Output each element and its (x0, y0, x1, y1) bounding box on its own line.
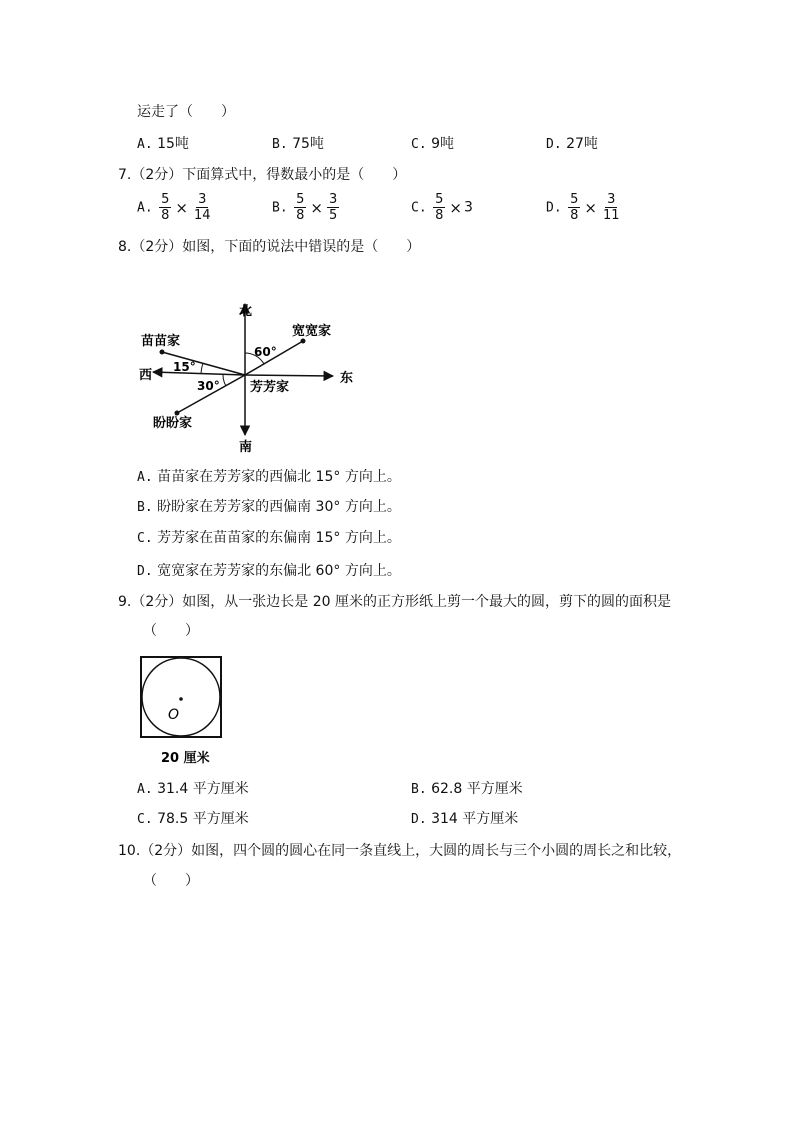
numerator: 5 (435, 192, 444, 207)
label-angle-15: 15° (173, 360, 196, 374)
option-text: 78.5 平方厘米 (157, 811, 249, 827)
option-text: 15吨 (157, 136, 189, 152)
q9-option-a[interactable] (137, 779, 249, 800)
denominator: 5 (328, 208, 338, 223)
q9-option-d[interactable] (411, 809, 518, 830)
option-label: A. (137, 137, 153, 152)
west-arrow (153, 372, 245, 375)
q7-option-d[interactable] (546, 192, 624, 223)
denominator: 11 (602, 208, 620, 223)
arc-15 (201, 363, 203, 373)
option-text: 62.8 平方厘米 (431, 781, 523, 797)
numerator: 5 (161, 192, 170, 207)
integer-factor: 3 (463, 199, 473, 216)
option-label: A. (137, 470, 153, 485)
denominator: 8 (161, 208, 170, 223)
east-arrow (245, 375, 333, 376)
fraction (568, 192, 580, 223)
q7-option-c[interactable] (411, 192, 473, 223)
option-text: 宽宽家在芳芳家的东偏北 60° 方向上。 (157, 563, 401, 579)
q9-option-b[interactable] (411, 779, 523, 800)
option-text: 芳芳家在苗苗家的东偏南 15° 方向上。 (157, 530, 401, 546)
q6-option-b[interactable] (272, 134, 324, 155)
fraction (294, 192, 306, 223)
times-sign: × (449, 198, 462, 217)
q10-stem: 10.（2分）如图，四个圆的圆心在同一条直线上，大圆的周长与三个小圆的周长之和比较， (118, 843, 682, 859)
option-label: D. (546, 200, 562, 216)
q9-option-c[interactable] (137, 809, 249, 830)
option-label: C. (137, 812, 153, 827)
option-text: 苗苗家在芳芳家的西偏北 15° 方向上。 (157, 469, 401, 485)
q7-option-b[interactable] (272, 192, 341, 223)
label-south: 南 (239, 440, 253, 455)
denominator: 8 (435, 208, 444, 223)
denominator: 14 (193, 208, 211, 223)
label-north: 北 (239, 304, 253, 319)
q8-stem: 8.（2分）如图，下面的说法中错误的是（ ） (118, 239, 421, 255)
fraction (192, 192, 213, 223)
option-text: 27吨 (566, 136, 598, 152)
square-circle-figure (135, 652, 230, 767)
numerator: 3 (198, 192, 207, 207)
q8-option-b[interactable] (137, 497, 401, 518)
denominator: 8 (296, 208, 305, 223)
q8-option-a[interactable] (137, 467, 401, 488)
arc-30 (223, 374, 226, 386)
q8-option-c[interactable] (137, 528, 401, 549)
q6-option-a[interactable] (137, 134, 189, 155)
q10-answer-blank: （ ） (143, 873, 199, 889)
times-sign: × (310, 198, 323, 217)
option-text: 盼盼家在芳芳家的西偏南 30° 方向上。 (157, 499, 401, 515)
option-label: C. (411, 137, 427, 152)
fraction (327, 192, 339, 223)
label-angle-60: 60° (254, 345, 277, 359)
q6-option-c[interactable] (411, 134, 454, 155)
option-label: B. (137, 500, 153, 515)
option-label: C. (137, 531, 153, 546)
option-label: B. (272, 137, 288, 152)
option-label: A. (137, 782, 153, 797)
option-text: 9吨 (431, 136, 455, 152)
option-label: D. (546, 137, 562, 152)
option-label: D. (137, 564, 153, 579)
label-east: 东 (340, 371, 354, 386)
denominator: 8 (570, 208, 579, 223)
option-label: B. (272, 200, 288, 216)
option-label: D. (411, 812, 427, 827)
q6-option-d[interactable] (546, 134, 598, 155)
point-miaomiao (160, 350, 165, 355)
label-angle-30: 30° (197, 379, 220, 393)
q7-stem: 7.（2分）下面算式中，得数最小的是（ ） (118, 167, 407, 183)
times-sign: × (175, 198, 188, 217)
numerator: 5 (296, 192, 305, 207)
point-kuankuan (301, 339, 306, 344)
numerator: 5 (570, 192, 579, 207)
numerator: 3 (607, 192, 616, 207)
option-text: 314 平方厘米 (431, 811, 519, 827)
center-point (179, 697, 183, 701)
label-panpan: 盼盼家 (153, 416, 193, 431)
fraction (433, 192, 445, 223)
fraction (601, 192, 622, 223)
circle (142, 658, 220, 736)
label-kuankuan: 宽宽家 (292, 324, 332, 339)
q6-stem-continuation: 运走了（ ） (137, 104, 235, 120)
point-panpan (175, 411, 180, 416)
q7-option-a[interactable] (137, 192, 215, 223)
label-fangfang: 芳芳家 (250, 380, 290, 395)
option-text: 75吨 (292, 136, 324, 152)
numerator: 3 (328, 192, 338, 207)
times-sign: × (584, 198, 597, 217)
q8-option-d[interactable] (137, 561, 401, 582)
option-label: C. (411, 200, 427, 216)
center-label: O (168, 707, 180, 723)
q9-answer-blank: （ ） (143, 623, 199, 639)
option-label: A. (137, 200, 153, 216)
option-label: B. (411, 782, 427, 797)
direction-diagram (135, 295, 365, 455)
label-west: 西 (139, 368, 153, 383)
side-length-label: 20 厘米 (161, 751, 210, 766)
q9-stem: 9.（2分）如图，从一张边长是 20 厘米的正方形纸上剪一个最大的圆，剪下的圆的面积是 (118, 594, 671, 610)
fraction (159, 192, 171, 223)
option-text: 31.4 平方厘米 (157, 781, 249, 797)
label-miaomiao: 苗苗家 (141, 334, 181, 349)
